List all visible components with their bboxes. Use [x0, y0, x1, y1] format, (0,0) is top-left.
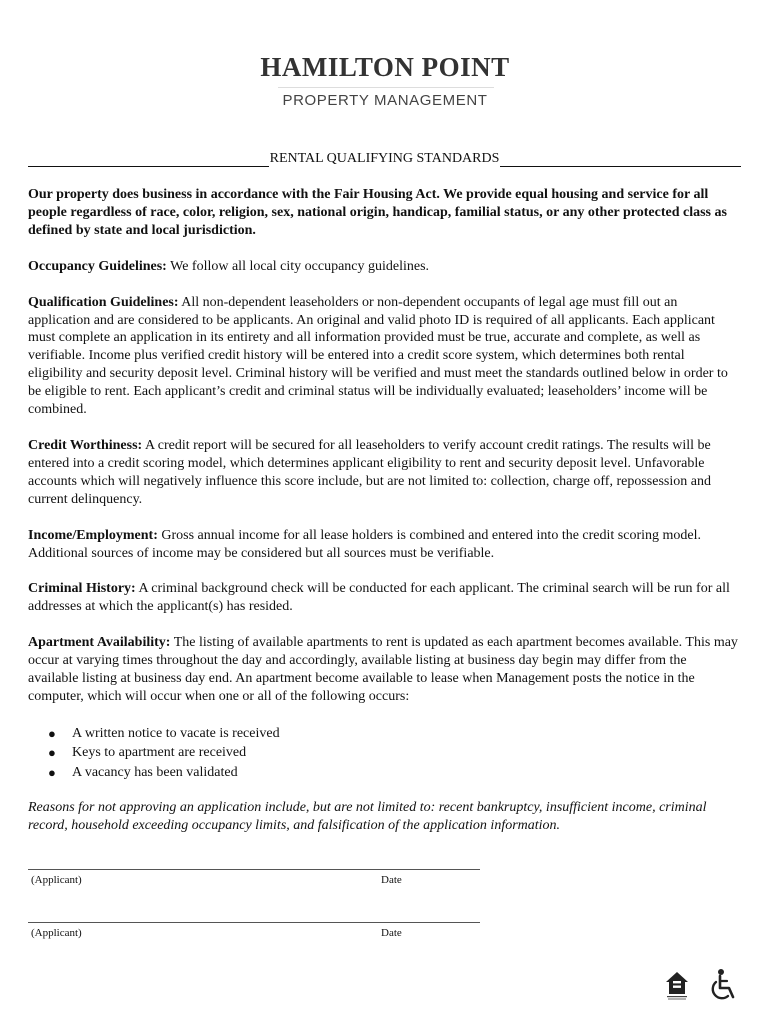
intro-paragraph: Our property does business in accordance with the Fair Housing Act. We provide equal housing and service for all people regardless of race, color, religion, sex, national origin, handicap, familial status, or any other protected class as defined by state and local jurisdiction.	[28, 187, 727, 238]
credit-section	[28, 437, 740, 509]
document-title: RENTAL QUALIFYING STANDARDS	[269, 151, 500, 166]
signature-block-2	[28, 922, 480, 941]
income-section	[28, 527, 740, 563]
section-label: Credit Worthiness:	[28, 437, 143, 453]
availability-bullet-list	[28, 724, 740, 783]
signature-block-1	[28, 869, 480, 888]
section-text: A criminal background check will be conducted for each applicant. The criminal search will be run for all addresses at which the applicant(s) has resided.	[28, 581, 730, 615]
bullet-icon: ●	[48, 745, 56, 761]
logo-divider	[278, 87, 494, 88]
signature-line[interactable]	[28, 869, 480, 870]
heading-rule-right	[500, 152, 741, 167]
list-item: ● A written notice to vacate is received	[48, 724, 740, 744]
company-subtitle: PROPERTY MANAGEMENT	[282, 92, 488, 109]
section-label: Criminal History:	[28, 581, 136, 597]
footer-icons	[662, 966, 742, 1006]
list-item: ● Keys to apartment are received	[48, 743, 740, 763]
date-label: Date	[381, 874, 402, 886]
accessibility-icon	[713, 969, 733, 998]
equal-housing-icon	[666, 972, 688, 1000]
section-label: Apartment Availability:	[28, 635, 171, 651]
applicant-label: (Applicant)	[31, 874, 82, 886]
document-body	[28, 186, 740, 853]
company-name: HAMILTON POINT	[260, 52, 510, 82]
bullet-icon: ●	[48, 725, 56, 741]
section-label: Occupancy Guidelines:	[28, 258, 167, 274]
bullet-icon: ●	[48, 764, 56, 780]
section-label: Qualification Guidelines:	[28, 294, 179, 310]
list-item: ● A vacancy has been validated	[48, 763, 740, 783]
applicant-label: (Applicant)	[31, 927, 82, 939]
section-text: All non-dependent leaseholders or non-dependent occupants of legal age must fill out an application and are considered to be applicants. An original and valid photo ID is required of all applicants. Each applicant must complete an application in its entirety and all information provided must be true, accurate and complete, as well as verifiable. Income plus verified credit history will be entered into a credit score system, which determines both rental eligibility and security deposit level. Criminal history will be verified and must meet the standards outlined below in order to be eligible to rent. Each applicant’s credit and criminal status will be individually evaluated; leaseholders’ income will be combined.	[28, 294, 728, 418]
section-text: Gross annual income for all lease holders is combined and entered into the credit scoring model. Additional sources of income may be considered but all sources must be verifiable.	[28, 527, 702, 561]
section-text: We follow all local city occupancy guidelines.	[166, 258, 430, 274]
section-text: The listing of available apartments to rent is updated as each apartment becomes available. This may occur at varying times throughout the day and accordingly, available listing at business day begin may differ from the available listing at business day end. An apartment become available to lease when Management posts the notice in the computer, which will occur when one or all of the following occurs:	[28, 635, 738, 704]
document-heading	[28, 150, 741, 167]
reasons-paragraph: Reasons for not approving an application include, but are not limited to: recent bankruptcy, insufficient income, criminal record, household exceeding occupancy limits, and falsification of the application information.	[28, 800, 707, 834]
section-label: Income/Employment:	[28, 527, 158, 543]
occupancy-section	[28, 258, 740, 276]
signature-line[interactable]	[28, 922, 480, 923]
criminal-section	[28, 580, 740, 616]
qualification-section	[28, 294, 740, 419]
availability-section	[28, 634, 740, 706]
section-text: A credit report will be secured for all leaseholders to verify account credit ratings. The results will be entered into a credit scoring model, which determines applicant eligibility to rent and security deposit level. Unfavorable accounts which will negatively influence this score include, but are not limited to: collection, charge off, repossession and current delinquency.	[28, 437, 711, 507]
heading-rule-left	[28, 152, 269, 167]
date-label: Date	[381, 927, 402, 939]
